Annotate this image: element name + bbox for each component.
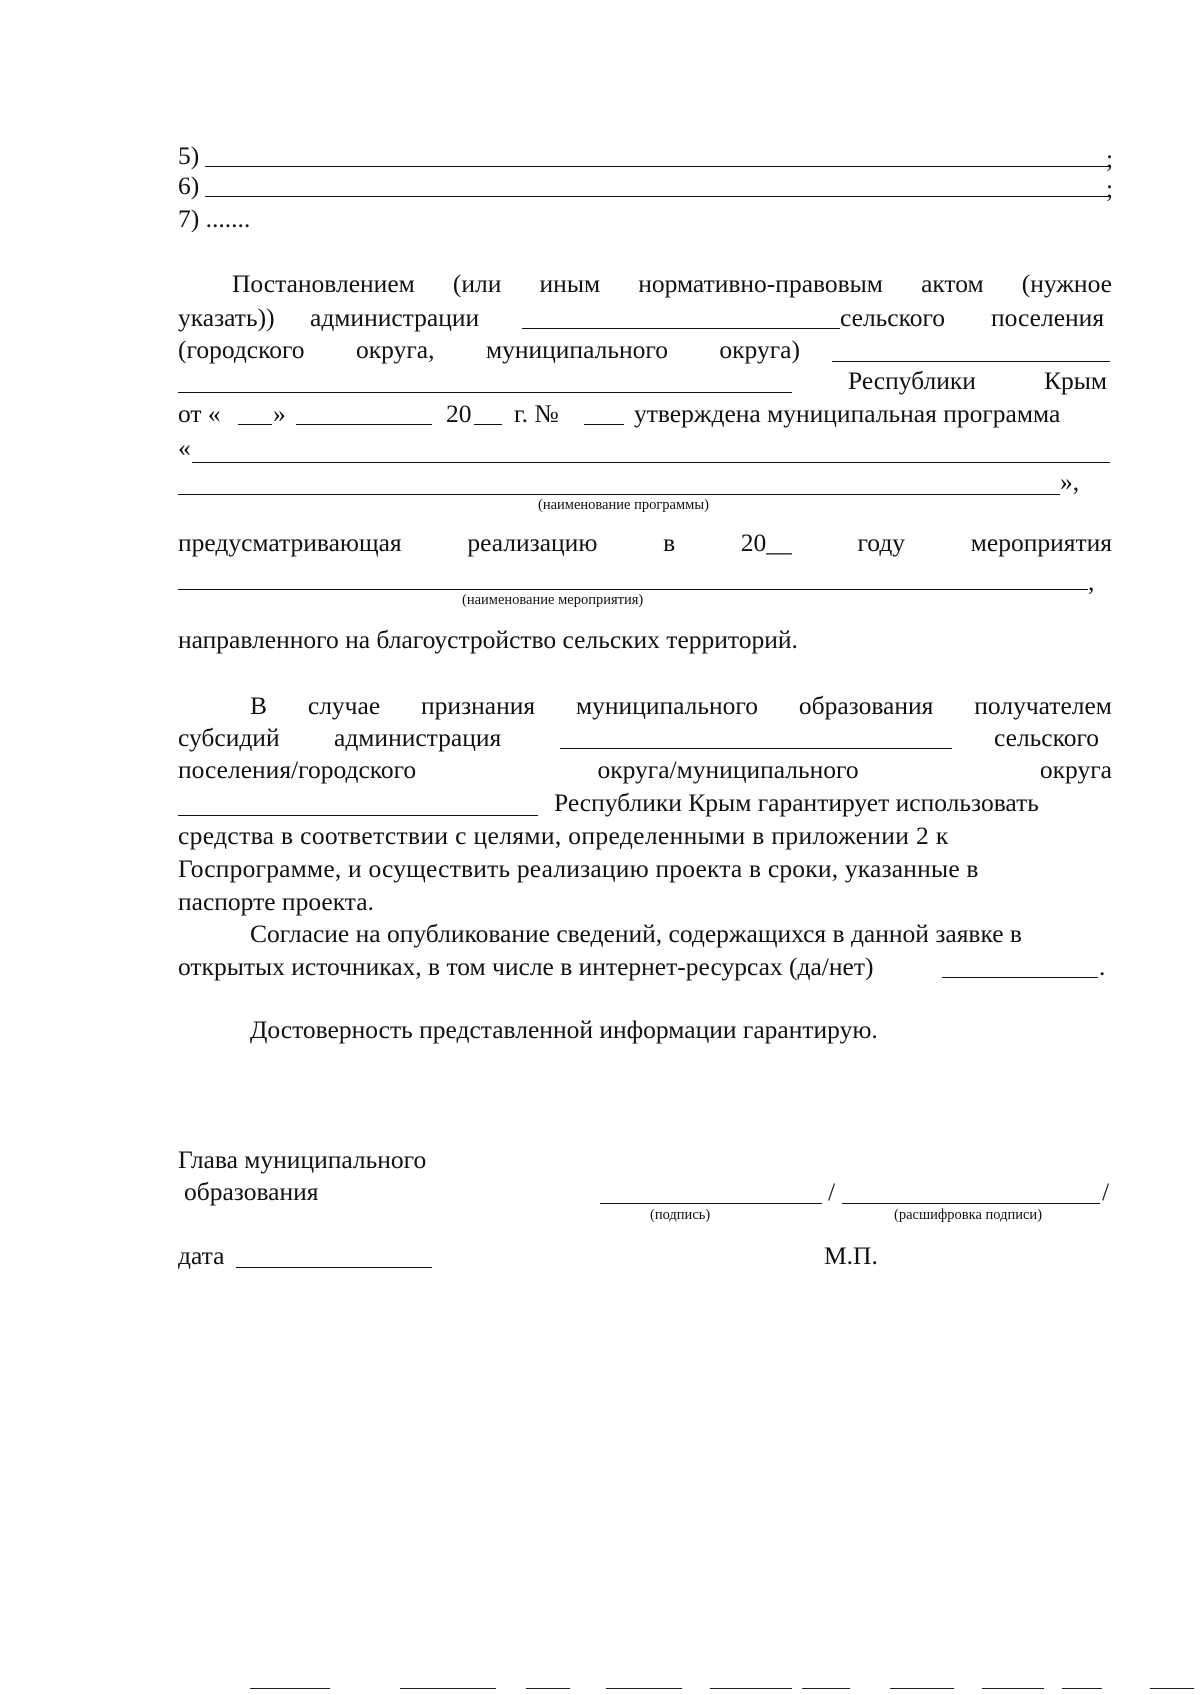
word: (или — [452, 269, 502, 298]
para3-line1: Согласие на опубликование сведений, содержащихся в данной заявке в — [250, 919, 1022, 948]
para1-line2-right2: поселения — [991, 303, 1105, 332]
scan-artifact — [1062, 1688, 1102, 1689]
district-blank — [178, 815, 538, 816]
head-title-line1: Глава муниципального — [178, 1145, 427, 1174]
list-item-6-semicolon: ; — [1106, 174, 1114, 203]
event-name-blank — [178, 589, 1088, 590]
consent-period: . — [1099, 952, 1106, 981]
para2-line7: паспорте проекта. — [178, 887, 374, 916]
word: муниципального — [576, 691, 759, 720]
word: нормативно-правовым — [638, 269, 883, 298]
program-quote-open: « — [178, 433, 191, 462]
para2-line4-right: Республики Крым гарантирует использовать — [554, 788, 1039, 817]
para4-line1: Достоверность представленной информации гарантирую. — [250, 1015, 878, 1044]
word: году — [857, 528, 906, 557]
date-blank — [236, 1267, 432, 1268]
para1-line1 — [232, 268, 1112, 300]
para2-line5: средства в соответствии с целями, определенными в приложении 2 к — [178, 821, 949, 850]
settlement-name-blank — [522, 328, 840, 329]
word: 20__ — [740, 528, 792, 557]
list-item-6-number: 6) — [178, 171, 200, 200]
para2-line2-left2: администрация — [334, 723, 502, 752]
para2-line6: Госпрограмме, и осуществить реализацию проекта в сроки, указанные в — [178, 854, 979, 883]
para1-line10: направленного на благоустройство сельских территорий. — [178, 625, 798, 654]
stamp-place: М.П. — [824, 1241, 878, 1270]
word: Постановлением — [232, 269, 415, 298]
word: признания — [421, 691, 536, 720]
word: в — [663, 528, 676, 557]
word: образования — [798, 691, 934, 720]
list-item-5-blank — [205, 166, 1110, 167]
date-quote-close: » — [273, 399, 286, 428]
signature-decode-caption: (расшифровка подписи) — [894, 1207, 1043, 1223]
word: муниципального — [485, 335, 668, 364]
program-quote-close: », — [1060, 467, 1080, 496]
list-item-6-blank — [205, 196, 1110, 197]
para2-line2-left1: субсидий — [178, 723, 280, 752]
scan-artifact — [982, 1688, 1044, 1689]
para1-line2-left: указать)) — [178, 303, 275, 332]
word: получателем — [974, 691, 1112, 720]
para2-line1 — [250, 690, 1112, 722]
para1-line4-right2: Крым — [1044, 366, 1108, 395]
word: (нужное — [1021, 269, 1112, 298]
word: округа — [1039, 755, 1112, 784]
signature-decode-blank — [842, 1203, 1100, 1204]
event-name-caption: (наименование мероприятия) — [462, 592, 644, 608]
signature-blank — [600, 1203, 822, 1204]
list-item-7: 7) ....... — [178, 204, 251, 233]
program-name-blank-2 — [178, 494, 1060, 495]
signature-slash-1: / — [828, 1177, 836, 1206]
scan-artifact — [1150, 1688, 1194, 1689]
date-ot-label: от « — [178, 399, 221, 428]
word: мероприятия — [970, 528, 1112, 557]
district-name-blank-2 — [178, 392, 792, 393]
para3-line2: открытых источниках, в том числе в интернет-ресурсах (да/нет) — [178, 952, 874, 981]
word: округа/муниципального — [597, 755, 859, 784]
number-blank — [584, 424, 624, 425]
para1-line2-right1: сельского — [840, 303, 946, 332]
para1-line4-right1: Республики — [848, 366, 976, 395]
para1-line8 — [178, 527, 1112, 559]
word: поселения/городского — [178, 755, 417, 784]
program-name-caption: (наименование программы) — [538, 497, 709, 513]
signature-caption: (подпись) — [650, 1207, 711, 1223]
district-name-blank-1 — [832, 361, 1110, 362]
para2-line2-right: сельского — [994, 723, 1100, 752]
year-blank — [474, 424, 502, 425]
year-prefix: 20 — [446, 399, 472, 428]
word: округа) — [719, 335, 800, 364]
para2-line3 — [178, 754, 1112, 786]
scan-artifact — [400, 1688, 496, 1689]
consent-blank — [942, 977, 1098, 978]
scan-artifact — [710, 1688, 792, 1689]
head-title-line2: образования — [184, 1177, 319, 1206]
para1-line2-mid: администрации — [310, 303, 480, 332]
para1-line3 — [178, 334, 800, 366]
year-g-number: г. № — [514, 399, 559, 428]
scan-artifact — [526, 1688, 570, 1689]
scan-artifact — [250, 1688, 330, 1689]
para1-line5-rest: утверждена муниципальная программа — [634, 399, 1061, 428]
word: (городского — [178, 335, 305, 364]
word: округа, — [356, 335, 435, 364]
word: реализацию — [467, 528, 598, 557]
word: предусматривающая — [178, 528, 402, 557]
word: актом — [921, 269, 984, 298]
program-name-blank-1 — [192, 462, 1110, 463]
signature-slash-2: / — [1102, 1177, 1110, 1206]
word: иным — [539, 269, 601, 298]
list-item-5-number: 5) — [178, 141, 200, 170]
administration-name-blank — [560, 748, 952, 749]
date-label: дата — [178, 1241, 225, 1270]
day-blank — [238, 424, 272, 425]
month-blank — [296, 424, 432, 425]
word: случае — [307, 691, 381, 720]
scan-artifact — [802, 1688, 850, 1689]
list-item-5-semicolon: ; — [1106, 144, 1114, 173]
scan-artifact — [890, 1688, 954, 1689]
event-comma: , — [1088, 567, 1095, 596]
word: В — [250, 691, 268, 720]
scan-artifact — [606, 1688, 682, 1689]
